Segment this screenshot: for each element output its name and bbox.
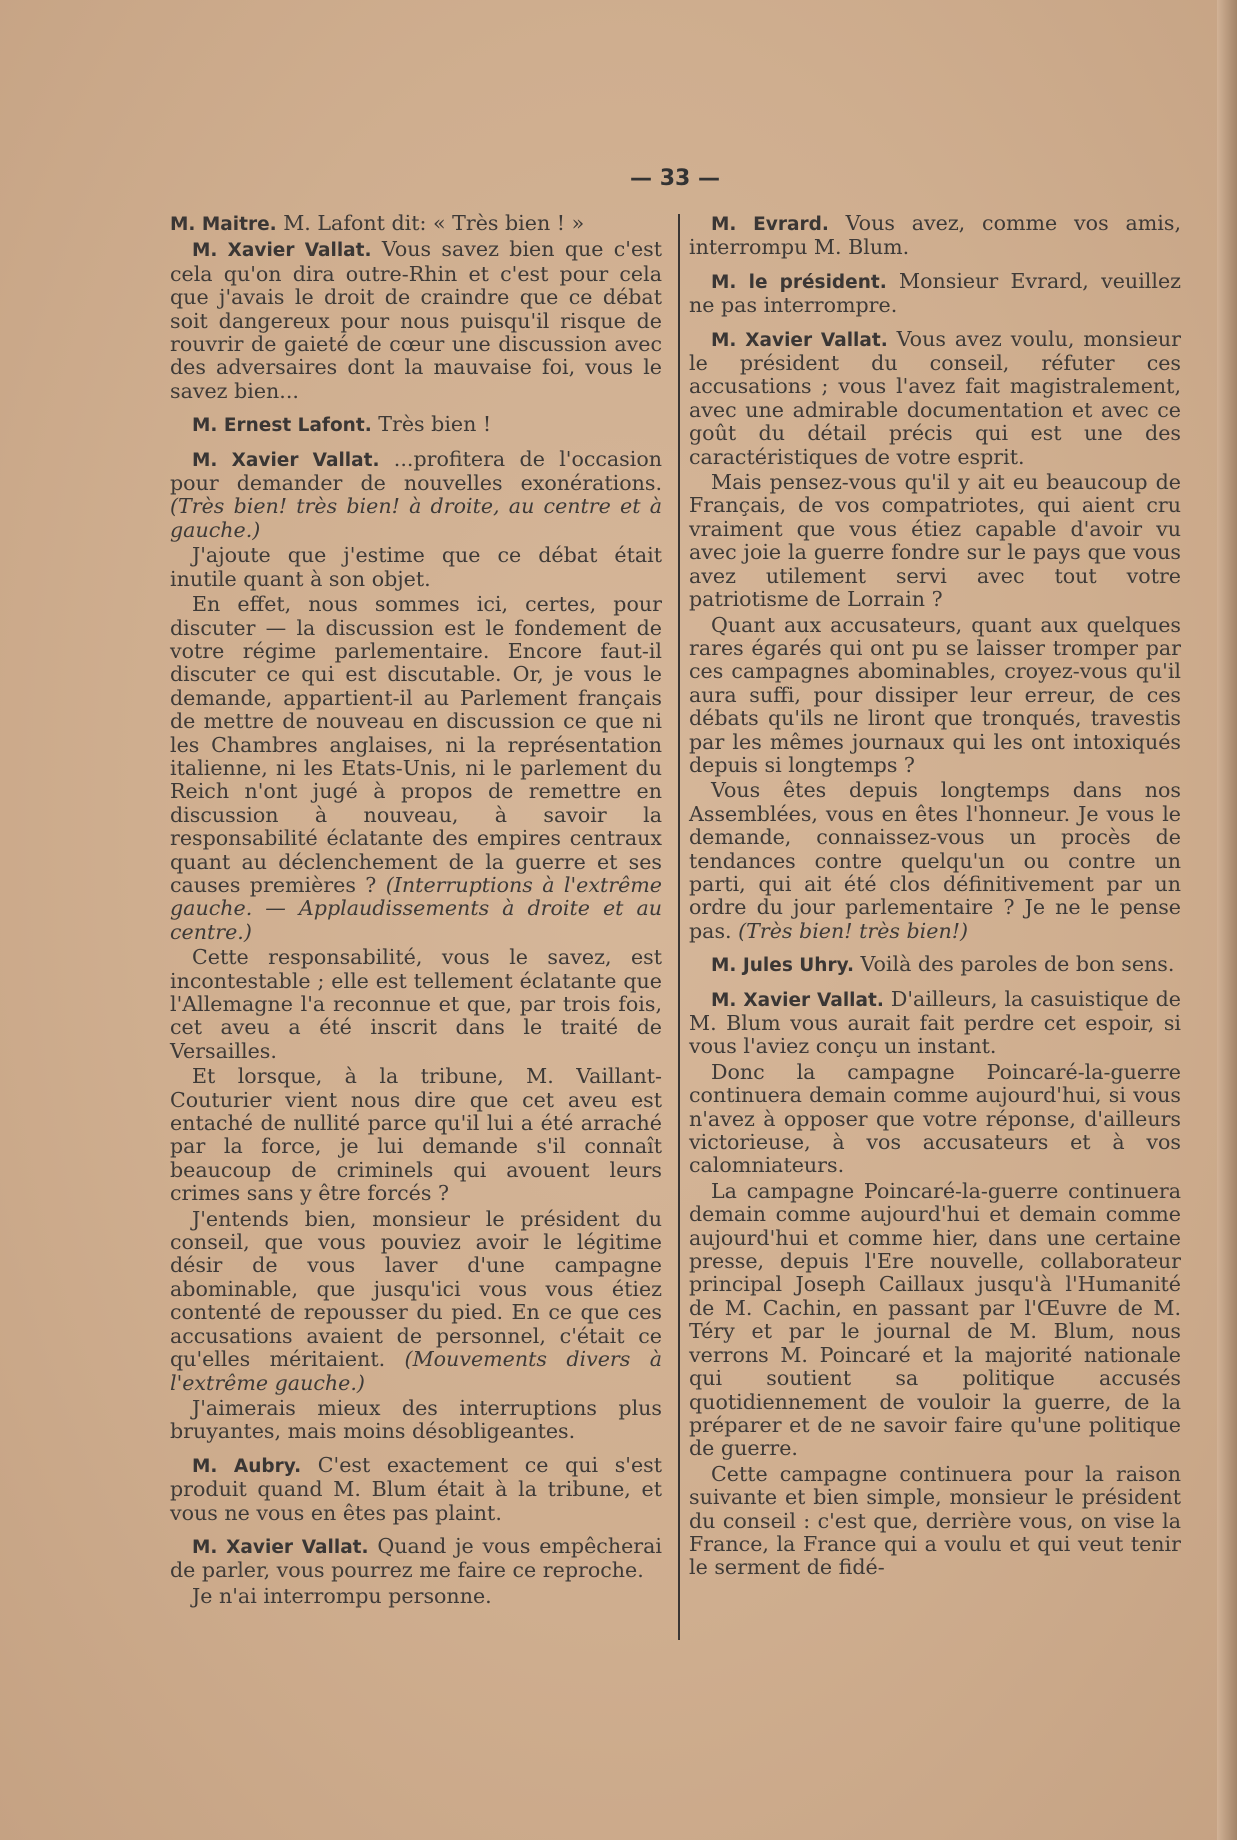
paragraph-text: J'entends bien, monsieur le président du conseil, que vous pouviez avoir le légitime désir de vous laver d'une campagne abominable, que jusqu'ici vous vous étiez contenté de repousser du pied. En ce que ces accusations avaient de personnel, c'était ce qu'elles méritaient.	[170, 1206, 662, 1372]
paragraph	[170, 1208, 662, 1395]
paragraph-text: Voilà des paroles de bon sens.	[853, 952, 1175, 977]
column-divider	[678, 214, 680, 1640]
paragraph-text: J'aimerais mieux des interruptions plus bruyantes, mais moins désobligeantes.	[170, 1395, 662, 1444]
paragraph	[170, 1454, 662, 1525]
speaker-name: M. Xavier Vallat.	[711, 329, 888, 351]
paragraph	[689, 471, 1181, 611]
stage-direction: (Mouvements divers à l'extrême gauche.)	[170, 1347, 662, 1395]
paragraph	[170, 238, 662, 403]
paragraph-text: Vous avez voulu, monsieur le président du conseil, réfuter ces accusations ; vous l'avez fait magistralement, avec une admirable documentation et avec ce goût du détail précis qui est une des caractéristiques de votre esprit.	[689, 326, 1181, 469]
paragraph-text: D'ailleurs, la casuistique de M. Blum vous aurait fait perdre cet espoir, si vous l'aviez conçu un instant.	[689, 986, 1181, 1059]
paragraph-text: En effet, nous sommes ici, certes, pour discuter — la discussion est le fondement de votre régime parlementaire. Encore faut-il discuter ce qui est discutable. Or, je vous le demande, appartient-il au Parlement français de mettre de nouveau en discussion ce que ni les Chambres anglaises, ni la représentation italienne, ni les Etats-Unis, ni le parlement du Reich n'ont jugé à propos de remettre en discussion à nouveau, à savoir la responsabilité éclatante des empires centraux quant au déclenchement de la guerre et ses causes premières ?	[170, 592, 662, 897]
speaker-name: M. Xavier Vallat.	[192, 1536, 369, 1558]
stage-direction: (Très bien! très bien!)	[731, 918, 969, 943]
paragraph	[689, 1463, 1181, 1580]
speaker-name: M. Xavier Vallat.	[192, 449, 380, 471]
paragraph	[170, 544, 662, 591]
paragraph	[170, 1535, 662, 1583]
paragraph	[170, 1585, 662, 1608]
paragraph-text: Quand je vous empêcherai de parler, vous pourrez me faire ce reproche.	[170, 1533, 662, 1583]
paragraph	[689, 779, 1181, 943]
paragraph-text: Monsieur Evrard, veuillez ne pas interrompre.	[689, 268, 1181, 318]
paragraph	[689, 953, 1181, 977]
stage-direction: (Très bien! très bien! à droite, au centre et à gauche.)	[170, 494, 662, 542]
paragraph-text: Vous savez bien que c'est cela qu'on dira outre-Rhin et c'est pour cela que j'avais le droit de craindre que ce débat soit dangereux pour nous puisqu'il risque de rouvrir de gaieté de cœur une discussion avec des adversaires dont la mauvaise foi, vous le savez bien...	[170, 237, 663, 403]
paragraph	[689, 328, 1181, 469]
paragraph-text: Vous avez, comme vos amis, interrompu M. Blum.	[689, 211, 1181, 260]
right-column	[689, 212, 1181, 1582]
paragraph	[689, 270, 1181, 318]
speaker-name: M. Ernest Lafont.	[192, 415, 372, 437]
page-number: — 33 —	[630, 166, 720, 191]
paragraph-text: Donc la campagne Poincaré-la-guerre continuera demain comme aujourd'hui, si vous n'avez à opposer que votre réponse, d'ailleurs victorieuse, à vos accusateurs et à vos calomniateurs.	[689, 1059, 1181, 1178]
stage-direction: (Interruptions à l'extrême gauche. — Applaudissements à droite et au centre.)	[170, 872, 662, 944]
paragraph-text: Cette responsabilité, vous le savez, est incontestable ; elle est tellement éclatante que l'Allemagne l'a reconnue et que, par trois fois, cet aveu a été inscrit dans le traité de Versailles.	[170, 945, 662, 1063]
paragraph-text: Très bien !	[371, 412, 492, 437]
speaker-name: M. Xavier Vallat.	[711, 989, 884, 1011]
paragraph-text: Vous êtes depuis longtemps dans nos Assemblées, vous en êtes l'honneur. Je vous le demande, connaissez-vous un procès de tendances contre quelqu'un ou contre un parti, qui ait été clos définitivement par un ordre du jour parlementaire ? Je ne le pense pas.	[689, 778, 1181, 943]
paragraph-text: C'est exactement ce qui s'est produit quand M. Blum était à la tribune, et vous ne vous en êtes pas plaint.	[170, 1452, 662, 1525]
paragraph	[689, 212, 1181, 260]
paragraph-text: Et lorsque, à la tribune, M. Vaillant-Couturier vient nous dire que cet aveu est entaché de nullité parce qu'il lui a été arraché par la force, je lui demande s'il connaît beaucoup de criminels qui avouent leurs crimes sans y être forcés ?	[170, 1064, 662, 1206]
paragraph-text: Mais pensez-vous qu'il y ait eu beaucoup de Français, de vos compatriotes, qui aient cru vraiment que vous étiez capable d'avoir vu avec joie la guerre fondre sur le pays que vous avez utilement servi avec tout votre patriotisme de Lorrain ?	[689, 470, 1181, 612]
paragraph	[170, 593, 662, 944]
page-edge	[1217, 0, 1237, 1840]
paragraph	[689, 1180, 1181, 1461]
paragraph	[170, 1065, 662, 1205]
paragraph-text: Je n'ai interrompu personne.	[192, 1583, 492, 1608]
paragraph	[170, 448, 662, 543]
paragraph	[689, 1061, 1181, 1178]
paragraph	[170, 212, 662, 236]
paragraph	[689, 988, 1181, 1059]
paragraph-text: Quant aux accusateurs, quant aux quelques rares égarés qui ont pu se laisser tromper par ces campagnes abominables, croyez-vous qu'il aura suffi, pour dissiper leur erreur, de ces débats qu'ils ne liront que tronqués, travestis par les mêmes journaux qui les ont intoxiqués depuis si longtemps ?	[689, 612, 1181, 777]
paragraph-text: Cette campagne continuera pour la raison suivante et bien simple, monsieur le président du conseil : c'est que, derrière vous, on vise la France, la France qui a voulu et qui veut tenir le serment de fidé-	[689, 1461, 1181, 1580]
paragraph-text: ...profitera de l'occasion pour demander de nouvelles exonérations.	[170, 446, 662, 496]
speaker-name: M. Maitre.	[170, 214, 277, 235]
paragraph-text: La campagne Poincaré-la-guerre continuera demain comme aujourd'hui et demain comme aujourd'hui et comme hier, dans une certaine presse, depuis l'Ere nouvelle, collaborateur principal Joseph Caillaux jusqu'à l'Humanité de M. Cachin, en passant par l'Œuvre de M. Téry et par le journal de M. Blum, nous verrons M. Poincaré et la majorité nationale qui soutient sa politique accusés quotidiennement de vouloir la guerre, de la préparer et de ne savoir faire qu'une politique de guerre.	[689, 1178, 1181, 1461]
speaker-name: M. Evrard.	[711, 214, 829, 235]
speaker-name: M. Xavier Vallat.	[192, 240, 372, 262]
left-column	[170, 212, 662, 1610]
paragraph	[170, 946, 662, 1063]
paragraph	[170, 1397, 662, 1444]
speaker-name: M. Jules Uhry.	[711, 955, 854, 977]
speaker-name: M. Aubry.	[192, 1455, 302, 1477]
paragraph-text: J'ajoute que j'estime que ce débat était inutile quant à son objet.	[170, 543, 662, 591]
paragraph-text: M. Lafont dit: « Très bien ! »	[276, 211, 585, 235]
paragraph	[170, 413, 662, 437]
speaker-name: M. le président.	[711, 271, 887, 293]
paragraph	[689, 614, 1181, 778]
